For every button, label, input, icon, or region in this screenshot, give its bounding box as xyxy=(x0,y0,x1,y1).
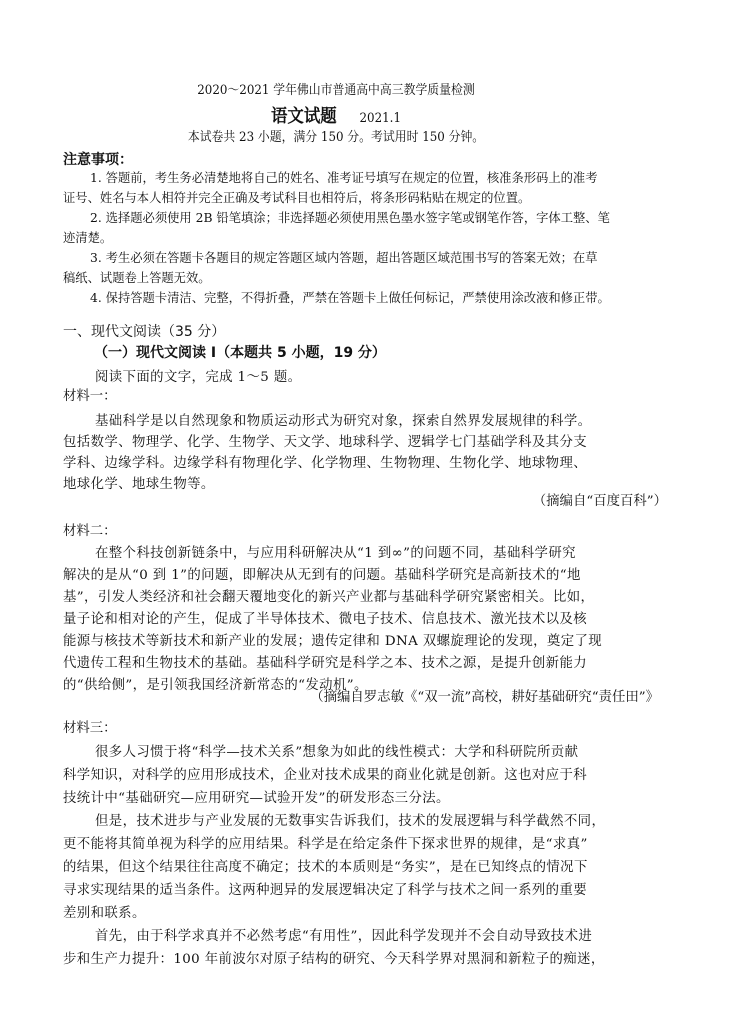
material-line: 学科、边缘学科。边缘学科有物理化学、化学物理、生物物理、生物化学、地球物理、 xyxy=(63,456,588,471)
material-line: 包括数学、物理学、化学、生物学、天文学、地球科学、逻辑学七门基础学科及其分支 xyxy=(63,435,588,450)
subject-row xyxy=(0,102,672,128)
material-line: 在整个科技创新链条中，与应用科研解决从“1 到∞”的问题不同，基础科学研究 xyxy=(95,546,576,561)
notice-line: 4. 保持答题卡清洁、完整，不得折叠，严禁在答题卡上做任何标记，严禁使用涂改液和修正带。 xyxy=(90,291,610,305)
subject-title: 语文试题 xyxy=(270,106,337,127)
notice-line: 迹清楚。 xyxy=(63,231,113,245)
material-line: 基础科学是以自然现象和物质运动形式为研究对象，探索自然界发展规律的科学。 xyxy=(95,414,592,429)
material-label: 材料一： xyxy=(63,389,117,404)
notice-line: 证号、姓名与本人相符并完全正确及考试科目也相符后，将条形码粘贴在规定的位置。 xyxy=(63,191,531,205)
material-line: 地球化学、地球生物等。 xyxy=(63,477,215,492)
material-line: 很多人习惯于将“科学—技术关系”想象为如此的线性模式：大学和科研院所贡献 xyxy=(95,745,579,760)
notice-line: 2. 选择题必须使用 2B 铅笔填涂；非选择题必须使用黑色墨水签字笔或钢笔作答，字体工整、笔 xyxy=(90,211,610,225)
material-line: 量子论和相对论的产生，促成了半导体技术、微电子技术、信息技术、激光技术以及核 xyxy=(63,612,588,627)
notice-heading: 注意事项： xyxy=(63,152,133,168)
material-line: 基”，引发人类经济和社会翻天覆地变化的新兴产业都与基础科学研究紧密相关。比如， xyxy=(63,590,595,605)
material-line: 差别和联系。 xyxy=(63,906,146,921)
material-source: （摘编自“百度百科”） xyxy=(532,494,667,509)
notice-line: 稿纸、试题卷上答题无效。 xyxy=(63,271,211,285)
material-line: 科学知识，对科学的应用形成技术，企业对技术成果的商业化就是创新。这也对应于科 xyxy=(63,768,588,783)
material-line: 的结果，但这个结果往往高度不确定；技术的本质则是“务实”，是在已知终点的情况下 xyxy=(63,860,588,875)
material-line: 首先，由于科学求真并不必然考虑“有用性”，因此科学发现并不会自动导致技术进 xyxy=(95,929,593,944)
notice-line: 3. 考生必须在答题卡各题目的规定答题区域内答题，超出答题区域范围书写的答案无效；在草 xyxy=(90,251,598,265)
reading-instruction: 阅读下面的文字，完成 1～5 题。 xyxy=(95,370,302,385)
material-line: 能源与核技术等新技术和新产业的发展；遗传定律和 DNA 双螺旋理论的发现，奠定了现 xyxy=(63,634,603,649)
notice-line: 1. 答题前，考生务必清楚地将自己的姓名、准考证号填写在规定的位置，核准条形码上的准考 xyxy=(90,171,598,185)
material-line: 更不能将其简单视为科学的应用结果。科学是在给定条件下探求世界的规律，是“求真” xyxy=(63,837,588,852)
subsection-heading: （一）现代文阅读 I（本题共 5 小题，19 分） xyxy=(94,345,386,361)
material-line: 寻求实现结果的适当条件。这两种迥异的发展逻辑决定了科学与技术之间一系列的重要 xyxy=(63,883,588,898)
material-line: 但是，技术进步与产业发展的无数事实告诉我们，技术的发展逻辑与科学截然不同， xyxy=(95,814,606,829)
material-source: （摘编自罗志敏《“双一流”高校，耕好基础研究“责任田”》 xyxy=(310,690,659,705)
material-line: 解决的是从“0 到 1”的问题，即解决从无到有的问题。基础科学研究是高新技术的“地 xyxy=(63,568,581,583)
material-line: 步和生产力提升：100 年前波尔对原子结构的研究、今天科学界对黑洞和新粒子的痴迷， xyxy=(63,952,605,967)
exam-header-title: 2020～2021 学年佛山市普通高中高三教学质量检测 xyxy=(197,83,475,98)
material-line: 的“供给侧”，是引领我国经济新常态的“发动机”。 xyxy=(63,678,368,693)
exam-info: 本试卷共 23 小题，满分 150 分。考试用时 150 分钟。 xyxy=(187,130,485,145)
material-label: 材料二： xyxy=(63,524,117,539)
section-heading: 一、现代文阅读（35 分） xyxy=(63,324,226,340)
exam-date: 2021.1 xyxy=(359,111,402,126)
material-label: 材料三： xyxy=(63,721,117,736)
material-line: 技统计中“基础研究—应用研究—试验开发”的研发形态三分法。 xyxy=(63,791,450,806)
material-line: 代遗传工程和生物技术的基础。基础科学研究是科学之本、技术之源，是提升创新能力 xyxy=(63,656,588,671)
